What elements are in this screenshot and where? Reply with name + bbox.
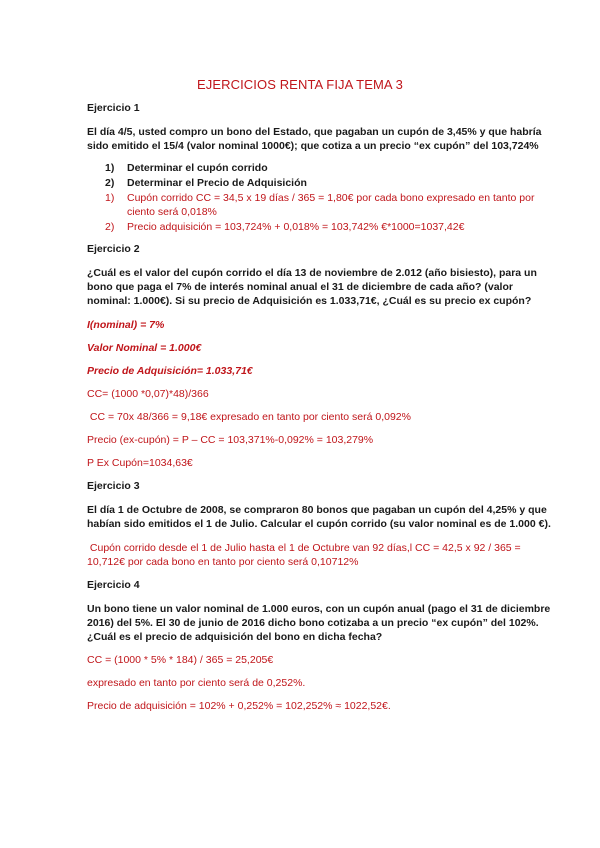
exercise-3-heading: Ejercicio 3 [87,480,140,492]
exercise-1-answer [105,220,464,234]
exercise-4-heading: Ejercicio 4 [87,579,140,591]
exercise-2-calc: CC = 70x 48/366 = 9,18€ expresado en tanto por ciento será 0,092% [87,411,411,423]
answer-text: Precio adquisición = 103,724% + 0,018% = 103,742% €*1000=1037,42€ [127,221,465,233]
exercise-2-calc: CC= (1000 *0,07)*48)/366 [87,388,209,400]
exercise-3-answer: Cupón corrido desde el 1 de Julio hasta el 1 de Octubre van 92 días,l CC = 42,5 x 92 / 365 = [87,542,521,554]
exercise-2-given: I(nominal) = 7% [87,319,165,331]
exercise-2-statement-line: ¿Cuál es el valor del cupón corrido el día 13 de noviembre de 2.012 (año bisiesto), para un [87,267,537,279]
page-title: EJERCICIOS RENTA FIJA TEMA 3 [196,77,404,92]
exercise-2-given: Valor Nominal = 1.000€ [87,342,202,354]
exercise-1-task [105,176,307,190]
task-text: Determinar el Precio de Adquisición [127,177,307,189]
exercise-3-statement-line: El día 1 de Octubre de 2008, se compraron 80 bonos que pagaban un cupón del 4,25% y que [87,504,547,516]
exercise-3-statement-line: habían sido emitidos el 1 de Julio. Calcular el cupón corrido (su valor nominal es de 1.000 €). [87,518,551,530]
exercise-1-task [105,161,268,175]
exercise-4-calc: Precio de adquisición = 102% + 0,252% = 102,252% ≈ 1022,52€. [87,700,391,712]
exercise-1-heading: Ejercicio 1 [87,102,140,114]
exercise-1-answer [105,191,534,205]
answer-number: 1) [105,192,115,204]
exercise-2-calc: P Ex Cupón=1034,63€ [87,457,193,469]
exercise-2-statement-line: bono que paga el 7% de interés nominal anual el 31 de diciembre de cada año? (valor [87,281,513,293]
task-text: Determinar el cupón corrido [127,162,268,174]
exercise-4-statement-line: 2016) del 5%. El 30 de junio de 2016 dicho bono cotizaba a un precio “ex cupón” del 102%. [87,617,539,629]
answer-number: 2) [105,221,115,233]
exercise-1-statement-line: El día 4/5, usted compro un bono del Estado, que pagaban un cupón de 3,45% y que habría [87,126,542,138]
exercise-4-statement-line: ¿Cuál es el precio de adquisición del bono en dicha fecha? [87,631,383,643]
exercise-2-given: Precio de Adquisición= 1.033,71€ [87,365,253,377]
task-number: 1) [105,162,115,174]
exercise-4-statement-line: Un bono tiene un valor nominal de 1.000 euros, con un cupón anual (pago el 31 de diciembre [87,603,551,615]
exercise-2-calc: Precio (ex-cupón) = P – CC = 103,371%-0,092% = 103,279% [87,434,374,446]
exercise-2-heading: Ejercicio 2 [87,243,140,255]
task-number: 2) [105,177,115,189]
exercise-4-calc: CC = (1000 * 5% * 184) / 365 = 25,205€ [87,654,274,666]
answer-text: ciento será 0,018% [127,206,217,218]
exercise-4-calc: expresado en tanto por ciento será de 0,252%. [87,677,306,689]
exercise-1-statement-line: sido emitido el 15/4 (valor nominal 1000€); que cotiza a un precio “ex cupón” del 103,724% [87,140,539,152]
answer-text: Cupón corrido CC = 34,5 x 19 días / 365 = 1,80€ por cada bono expresado en tanto por [127,192,535,204]
exercise-2-statement-line: nominal: 1.000€). Si su precio de Adquisición es 1.033,71€, ¿Cuál es su precio ex cupón? [87,295,532,307]
exercise-3-answer: 10,712€ por cada bono en tanto por ciento será 0,10712% [87,556,359,568]
exercise-1-answer [105,205,217,219]
